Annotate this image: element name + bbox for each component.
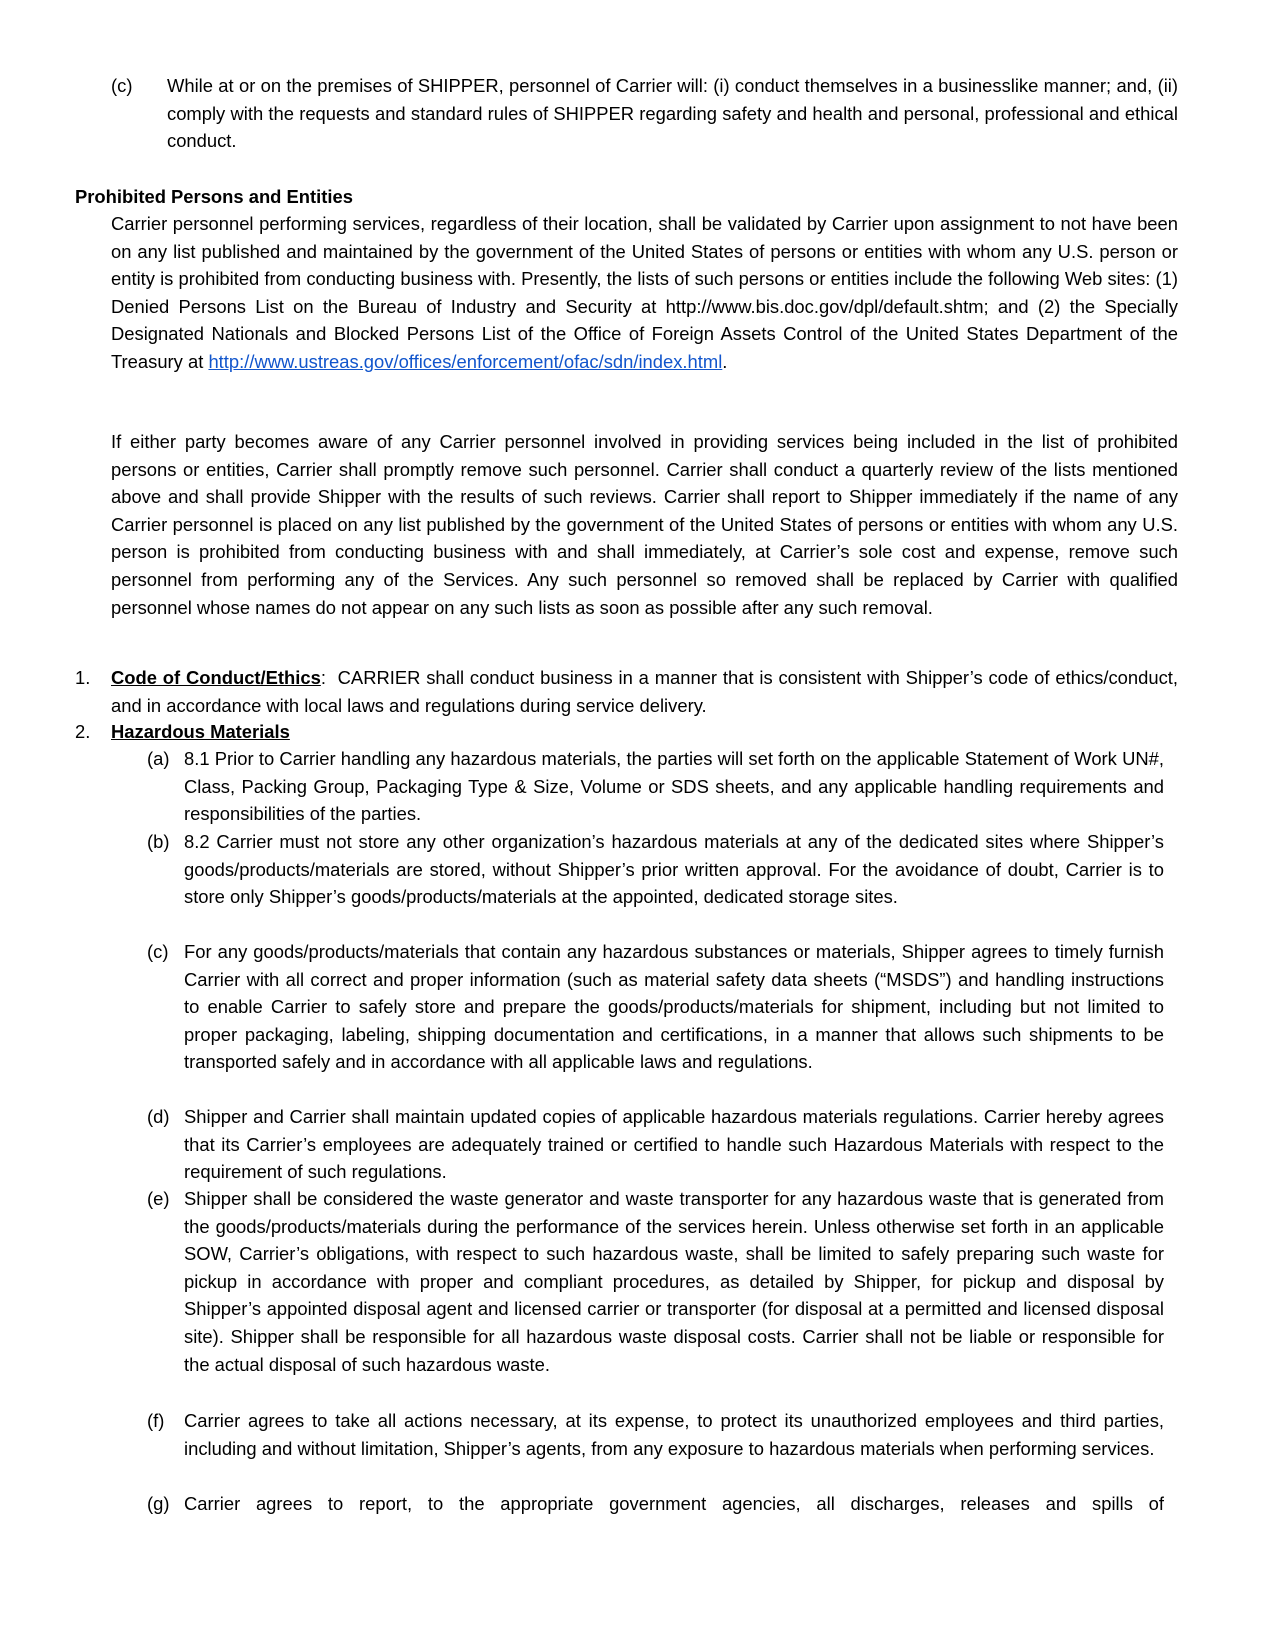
hazmat-item-a-marker: (a) — [147, 748, 170, 769]
intro-item-marker: (c) — [111, 75, 133, 96]
section-2-number: 2. — [75, 721, 91, 742]
prohibited-paragraph-2-text: If either party becomes aware of any Carrier personnel involved in providing services being included in the list of prohibited persons or entities, Carrier shall promptly remove such personnel. Carrier shall conduct a quarterly review of the lists mentioned above and shall provide Shipper with the results of such reviews. Carrier shall report to Shipper immediately if the name of any Carrier personnel is placed on any list published by the government of the United States of persons or entities with whom any U.S. person is prohibited from conducting business with and shall immediately, at Carrier’s sole cost and expense, remove such personnel from performing any of the Services. Any such personnel so removed shall be replaced by Carrier with qualified personnel whose names do not appear on any such lists as soon as possible after any such removal. — [111, 431, 1178, 618]
section-1-colon: : — [320, 667, 326, 688]
hazmat-item-g — [184, 1490, 1164, 1518]
ofac-sdn-link[interactable]: http://www.ustreas.gov/offices/enforcement/ofac/sdn/index.html — [208, 350, 723, 372]
intro-item-text — [167, 72, 1178, 155]
hazmat-item-f-text: Carrier agrees to take all actions necessary, at its expense, to protect its unauthorized employees and third parties, including and without limitation, Shipper’s agents, from any exposure to hazardous materials when performing services. — [184, 1410, 1164, 1459]
prohibited-paragraph-2 — [111, 428, 1178, 621]
section-1-text: CARRIER shall conduct business in a manner that is consistent with Shipper’s code of ethics/conduct, and in accordance with local laws and regulations during service delivery. — [111, 667, 1179, 716]
hazmat-item-e — [184, 1185, 1164, 1378]
hazmat-item-e-text: Shipper shall be considered the waste generator and waste transporter for any hazardous waste that is generated from the goods/products/materials during the performance of the services herein. Unless otherwise set forth in an applicable SOW, Carrier’s obligations, with respect to such hazardous waste, shall be limited to safely preparing such waste for pickup in accordance with proper and compliant procedures, as detailed by Shipper, for pickup and disposal by Shipper’s appointed disposal agent and licensed carrier or transporter (for disposal at a permitted and licensed disposal site). Shipper shall be responsible for all hazardous waste disposal costs. Carrier shall not be liable or responsible for the actual disposal of such hazardous waste. — [184, 1188, 1164, 1375]
section-1-number: 1. — [75, 667, 91, 688]
hazmat-item-f-marker: (f) — [147, 1410, 165, 1431]
hazmat-item-f — [184, 1407, 1164, 1462]
intro-item-paragraph: While at or on the premises of SHIPPER, personnel of Carrier will: (i) conduct themselves in a businesslike manner; and, (ii) comply with the requests and standard rules of SHIPPER regarding safety and health and personal, professional and ethical conduct. — [167, 75, 1178, 152]
section-1-title: Code of Conduct/Ethics — [111, 667, 321, 688]
hazmat-item-c-marker: (c) — [147, 941, 169, 962]
prohibited-paragraph-1 — [111, 210, 1178, 376]
hazmat-item-b-marker: (b) — [147, 831, 170, 852]
prohibited-paragraph-1-text: Carrier personnel performing services, regardless of their location, shall be validated by Carrier upon assignment to not have been on any list published and maintained by the government of the United States of persons or entities with whom any U.S. person or entity is prohibited from conducting business with. Presently, the lists of such persons or entities include the following Web sites: (1) Denied Persons List on the Bureau of Industry and Security at http://www.bis.doc.gov/dpl/default.shtm; and (2) the Specially Designated Nationals and Blocked Persons List of the Office of Foreign Assets Control of the United States Department of the Treasury at — [111, 213, 1178, 372]
section-1 — [111, 664, 1178, 719]
hazmat-item-d — [184, 1103, 1164, 1186]
hazmat-item-g-marker: (g) — [147, 1493, 170, 1514]
section-1-body — [111, 664, 1178, 719]
hazmat-item-d-text: Shipper and Carrier shall maintain updated copies of applicable hazardous materials regulations. Carrier hereby agrees that its Carrier’s employees are adequately trained or certified to handle such Hazardous Materials with respect to the requirement of such regulations. — [184, 1106, 1164, 1183]
hazmat-item-a-text: 8.1 Prior to Carrier handling any hazardous materials, the parties will set forth on the applicable Statement of Work UN#, Class, Packing Group, Packaging Type & Size, Volume or SDS sheets, and any applicable handling requirements and responsibilities of the parties. — [184, 748, 1164, 825]
hazmat-item-c — [184, 938, 1164, 1076]
hazmat-item-d-marker: (d) — [147, 1106, 170, 1127]
prohibited-heading: Prohibited Persons and Entities — [75, 186, 353, 207]
hazmat-item-b — [184, 828, 1164, 911]
hazmat-item-b-text: 8.2 Carrier must not store any other organization’s hazardous materials at any of the dedicated sites where Shipper’s goods/products/materials are stored, without Shipper’s prior written approval. For the avoidance of doubt, Carrier is to store only Shipper’s goods/products/materials at the appointed, dedicated storage sites. — [184, 831, 1164, 908]
prohibited-paragraph-1-end: . — [722, 350, 728, 372]
section-2-title: Hazardous Materials — [111, 721, 290, 742]
hazmat-item-e-marker: (e) — [147, 1188, 170, 1209]
hazmat-item-c-text: For any goods/products/materials that contain any hazardous substances or materials, Shipper agrees to timely furnish Carrier with all correct and proper information (such as material safety data sheets (“MSDS”) and handling instructions to enable Carrier to safely store and prepare the goods/products/materials for shipment, including but not limited to proper packaging, labeling, shipping documentation and certifications, in a manner that allows such shipments to be transported safely and in accordance with all applicable laws and regulations. — [184, 941, 1164, 1073]
hazmat-item-g-text: Carrier agrees to report, to the appropriate government agencies, all discharges, releases and spills of — [184, 1493, 1164, 1514]
hazmat-item-a — [184, 745, 1164, 828]
prohibited-paragraph-1-body — [111, 210, 1178, 376]
